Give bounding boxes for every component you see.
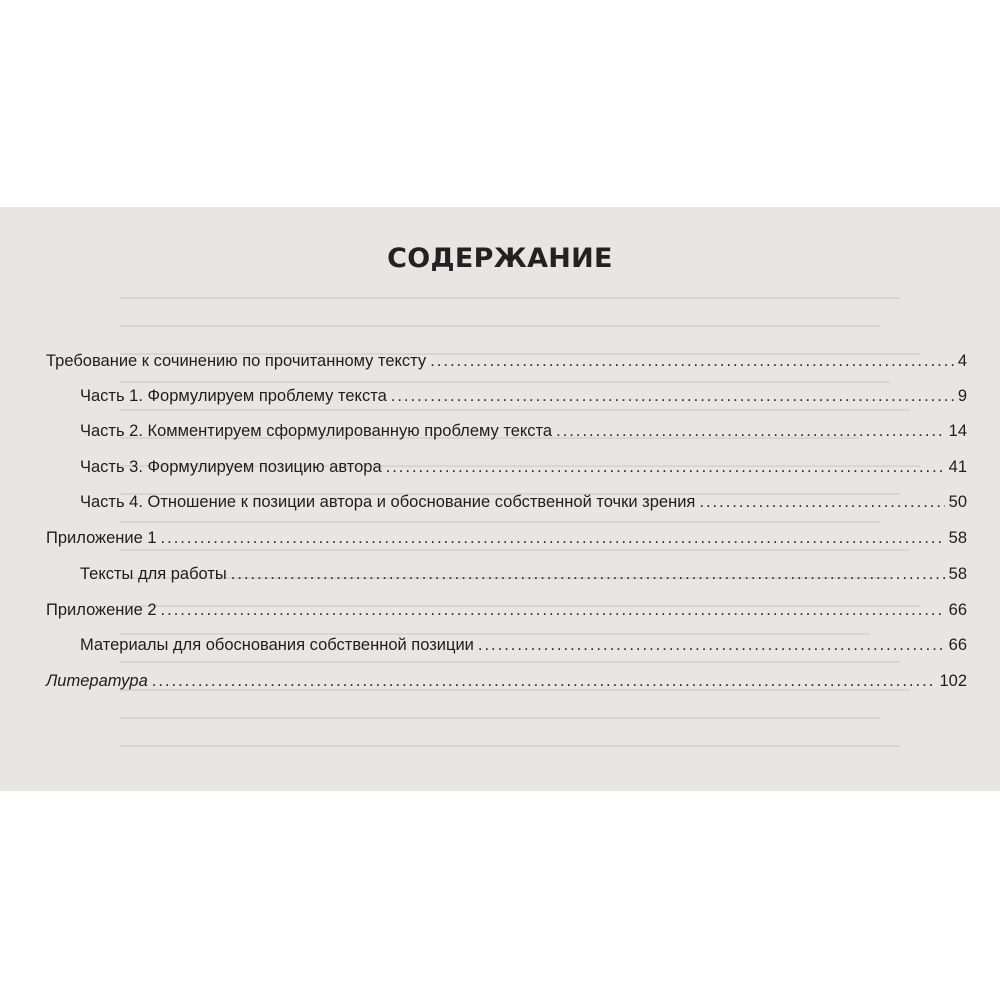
toc-leader-dots xyxy=(478,636,945,655)
toc-entry-label: Литература xyxy=(46,672,148,690)
toc-entry-page: 9 xyxy=(957,387,967,405)
toc-entry-page: 14 xyxy=(948,422,967,440)
toc-entry-label: Требование к сочинению по прочитанному тексту xyxy=(46,352,427,370)
page-title: СОДЕРЖАНИЕ xyxy=(387,243,613,274)
toc-entry-page: 4 xyxy=(957,352,967,370)
toc-entry-label: Часть 3. Формулируем позицию автора xyxy=(80,458,382,476)
toc-entry-label: Приложение 2 xyxy=(46,601,157,619)
toc-leader-dots xyxy=(391,387,954,406)
toc-entry[interactable] xyxy=(80,422,967,441)
toc-entry-label: Приложение 1 xyxy=(46,529,157,547)
toc-leader-dots xyxy=(231,565,945,584)
toc-leader-dots xyxy=(699,493,944,512)
toc-entry-label: Часть 2. Комментируем сформулированную проблему текста xyxy=(80,422,553,440)
toc-entry-page: 102 xyxy=(939,672,967,690)
toc-entry-label: Часть 4. Отношение к позиции автора и обоснование собственной точки зрения xyxy=(80,493,696,511)
toc-entry[interactable] xyxy=(80,458,967,477)
toc-entry-page: 66 xyxy=(948,636,967,654)
toc-entry-page: 58 xyxy=(948,529,967,547)
toc-entry-label: Тексты для работы xyxy=(80,565,227,583)
book-page xyxy=(0,207,1000,791)
toc-entry-page: 41 xyxy=(948,458,967,476)
toc-leader-dots xyxy=(386,458,945,477)
toc-leader-dots xyxy=(556,422,945,441)
toc-leader-dots xyxy=(430,352,954,371)
toc-entry-page: 50 xyxy=(948,493,967,511)
toc-leader-dots xyxy=(161,529,945,548)
toc-entry[interactable] xyxy=(80,387,967,406)
toc-entry-page: 58 xyxy=(948,565,967,583)
toc-entry-label: Часть 1. Формулируем проблему текста xyxy=(80,387,387,405)
toc-entry-page: 66 xyxy=(948,601,967,619)
toc-leader-dots xyxy=(152,672,936,691)
toc-entry[interactable] xyxy=(46,352,967,371)
toc-entry[interactable] xyxy=(46,529,967,548)
toc-entry[interactable] xyxy=(46,601,967,620)
toc-entry[interactable] xyxy=(46,672,967,691)
toc-entry[interactable] xyxy=(80,493,967,512)
toc-leader-dots xyxy=(161,601,945,620)
toc-entry[interactable] xyxy=(80,565,967,584)
toc-entry-label: Материалы для обоснования собственной позиции xyxy=(80,636,474,654)
toc-entry[interactable] xyxy=(80,636,967,655)
